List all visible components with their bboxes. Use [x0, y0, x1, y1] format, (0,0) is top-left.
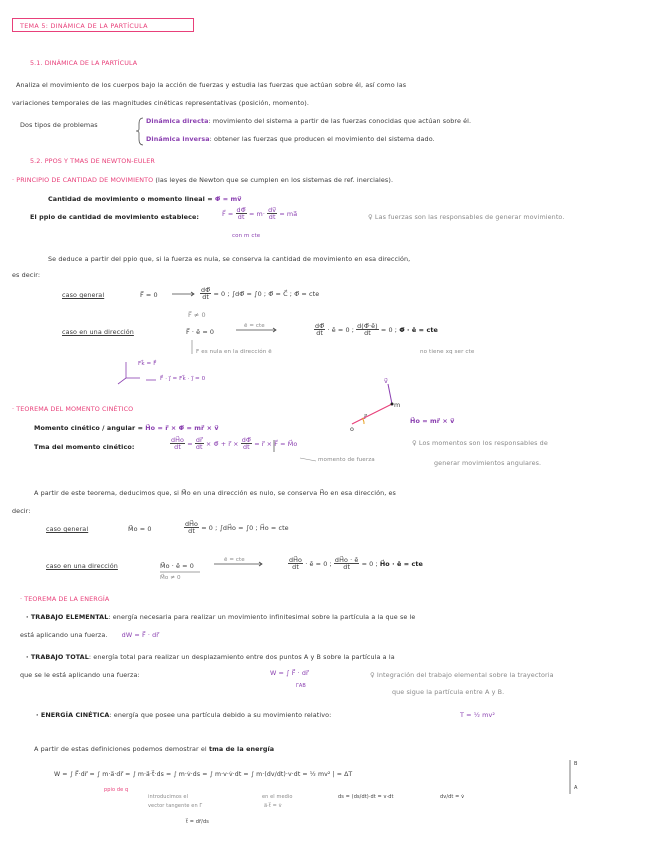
frac-den: dt [292, 563, 299, 572]
general-case-eq-b-2: = 0 ; ∫dH⃗o = ∫0 ; H⃗o = cte [201, 523, 289, 532]
angular-eq: H⃗o = r⃗ × Φ⃗ = mr⃗ × v⃗ [145, 424, 219, 432]
velocity-vector-icon [388, 384, 392, 404]
tma-label: Tma del momento cinético: [34, 443, 135, 451]
axis-z-icon [118, 378, 126, 384]
axis-label: Fk⃗ = F⃗ [138, 361, 157, 367]
frac-den: dt [195, 443, 203, 452]
deduce-line2: es decir: [12, 271, 41, 279]
tma-eq-b: × Φ⃗ + r⃗ × [205, 439, 239, 448]
direction-eq-b-2: · ē = 0 ; [305, 559, 332, 568]
inverse-dynamics-def: : obtener las fuerzas que producen el movimiento del sistema dado. [209, 135, 435, 143]
total-work-note2: que sigue la partícula entre A y B. [392, 688, 505, 696]
annotation-ds: ds = (ds/dt)·dt = v·dt [338, 794, 394, 800]
direction-arrow-label-2: ē = cte [224, 557, 245, 563]
total-work-term: · TRABAJO TOTAL [26, 653, 89, 661]
frac-num: dΦ⃗ [201, 286, 211, 294]
direction-eq-b: · ē = 0 ; [327, 325, 354, 334]
ppio-eq-a: F⃗ = [222, 209, 234, 218]
frac-den: dt [343, 563, 351, 572]
energy-theorem-title: · TEOREMA DE LA ENERGÍA [20, 595, 110, 603]
position-vector-icon [352, 404, 392, 424]
brace-icon [136, 118, 143, 145]
general-case-eq-b: = 0 ; ∫dΦ⃗ = ∫0 ; Φ⃗ = C⃗ ; Φ⃗ = cte [213, 289, 320, 298]
section-heading-5-1: 5.1. DINÁMICA DE LA PARTÍCULA [30, 59, 138, 67]
frac-den: dt [188, 527, 195, 536]
definitions-text: A partir de estas definiciones podemos demostrar el [34, 745, 207, 753]
particle-icon [391, 403, 394, 406]
principle-title: · PRINCIPIO DE CANTIDAD DE MOVIMIENTO [12, 176, 154, 184]
ppio-eq-c: = ma⃗ [279, 209, 298, 218]
frac-num: dH⃗o [289, 556, 303, 564]
frac-den: dt [268, 213, 276, 222]
direction-eq-c-2: = 0 ; [361, 559, 378, 568]
inverse-dynamics-term: Dinámica inversa [146, 135, 210, 143]
pointer-line [300, 458, 316, 461]
frac-den: dt [316, 329, 324, 338]
frac-num: dΦ⃗ [236, 206, 246, 214]
angular-label: Momento cinético / angular = [34, 424, 144, 432]
direction-case-label-2: caso en una dirección [46, 562, 118, 570]
direction-note2: no tiene xq ser cte [420, 349, 475, 355]
direction-eq-c: = 0 ; [380, 325, 398, 334]
ppio-eq-b: = m· [248, 209, 265, 218]
tma-note2: generar movimientos angulares. [434, 459, 542, 467]
axis-eq: F⃗ · j⃗ = Fk⃗ · j⃗ = 0 [160, 376, 206, 382]
frac-num: dΦ⃗ [315, 322, 325, 330]
diagram-v-label: v⃗ [384, 377, 388, 385]
total-work-note1-text: Integración del trabajo elemental sobre la trayectoria [376, 671, 554, 679]
diagram-ho-label: H⃗o = mr⃗ × v⃗ [410, 417, 455, 425]
frac-num: d(Φ⃗·ē) [357, 322, 378, 330]
general-case-eq-a-2: M⃗o = 0 [128, 525, 152, 533]
total-work-def: : energía total para realizar un desplazamiento entre dos puntos A y B sobre la partícula a la [88, 653, 395, 661]
general-case-label: caso general [62, 291, 105, 299]
cond-nonzero: F⃗ ≠ 0 [188, 311, 206, 319]
from-theorem-line1: A partir de este teorema, deducimos que, si M⃗o en una dirección es nulo, se conserva H⃗o en esa dirección, es [34, 489, 396, 497]
direct-dynamics-def: : movimiento del sistema a partir de las fuerzas conocidas que actúan sobre él. [208, 117, 472, 125]
deduce-line1: Se deduce a partir del ppio que, si la fuerza es nula, se conserva la cantidad de movimiento en esa dirección, [48, 255, 411, 263]
diagram-m-label: m [394, 401, 401, 409]
momentum-theorem-title: · TEOREMA DEL MOMENTO CINÉTICO [12, 405, 134, 413]
direction-case-sub-2: M⃗o ≠ 0 [160, 575, 181, 581]
tma-sub: momento de fuerza [318, 457, 375, 463]
total-work-sub: ΓAB [296, 683, 306, 689]
paragraph-5-1-line2: variaciones temporales de las magnitudes cinéticas representativas (posición, momento). [12, 99, 309, 107]
idea-icon: ♀ [370, 671, 375, 679]
frac-num: dr⃗ [195, 436, 203, 444]
elementary-work-def: : energía necesaria para realizar un movimiento infinitesimal sobre la partícula a la que se le [108, 613, 416, 621]
frac-den: dt [364, 329, 371, 338]
kinetic-energy-term: · ENERGÍA CINÉTICA [36, 711, 110, 719]
final-upper-limit: B [574, 761, 578, 767]
tma-eq-a: = [187, 439, 193, 448]
direction-eq-d-2: H⃗o · ē = cte [379, 559, 423, 568]
general-case-label-2: caso general [46, 525, 89, 533]
general-case-eq-a: F⃗ = 0 [140, 291, 158, 299]
tma-eq-c: = r⃗ × F⃗ = M⃗o [254, 439, 298, 448]
diagram-o-label: o [350, 425, 355, 433]
ppio-sub: con m cte [232, 233, 261, 239]
from-theorem-line2: decir: [12, 507, 31, 515]
direct-dynamics-term: Dinámica directa [146, 117, 209, 125]
definitions-bold: tma de la energía [208, 745, 275, 753]
final-lower-limit: A [574, 785, 578, 791]
frac-num: dΦ⃗ [241, 436, 252, 444]
annotation-dvdt: dv/dt = v̇ [440, 794, 465, 800]
frac-den: dt [237, 213, 245, 222]
frac-num: dH⃗o · ē [334, 556, 359, 564]
direction-case-eq-a: F⃗ · ē = 0 [186, 328, 215, 336]
elementary-work-def2: está aplicando una fuerza. [20, 631, 108, 639]
total-work-line2: que se le está aplicando una fuerza: [20, 671, 140, 679]
frac-den: dt [174, 443, 181, 452]
frac-num: dH⃗o [171, 436, 185, 444]
frac-den: dt [243, 443, 250, 452]
frac-den: dt [202, 293, 210, 302]
tma-note1-text: Los momentos son los responsables de [418, 439, 548, 447]
paragraph-5-1-line1: Analiza el movimiento de los cuerpos bajo la acción de fuerzas y estudia las fuerzas que actúan sobre él, así como las [16, 81, 407, 89]
direction-case-label: caso en una dirección [62, 328, 134, 336]
page-title: TEMA 5: DINÁMICA DE LA PARTÍCULA [12, 18, 194, 32]
elementary-work-term: · TRABAJO ELEMENTAL [26, 613, 109, 621]
angle-arc-icon [362, 418, 364, 424]
direction-note1: F es nula en la dirección ē [196, 349, 272, 355]
momentum-eq: Φ⃗ = mv⃗ [214, 195, 242, 203]
annotation-medium-1: en el medio [262, 794, 293, 800]
momentum-label: Cantidad de movimiento o momento lineal = [48, 195, 213, 203]
annotation-tangent-1: introducimos el [148, 794, 189, 800]
final-derivation-eq: W = ∫ F⃗·dr⃗ = ∫ m·a⃗·dr⃗ = ∫ m·a⃗·t⃗·ds = ∫ m·v̇·ds = ∫ m·v·v̇·dt = ∫ m·(dv/dt)·v·dt = ½ mv² | = ΔT [54, 771, 353, 778]
annotation-tangent-3: t⃗ = dr⃗/ds [186, 819, 209, 825]
ppio-note-text: Las fuerzas son las responsables de generar movimiento. [374, 213, 565, 221]
ppio-label: El ppio de cantidad de movimiento establece: [30, 213, 200, 221]
kinetic-energy-eq: T = ½ mv² [460, 711, 496, 719]
direction-eq-d: Φ⃗ · ē = cte [399, 325, 438, 334]
direction-arrow-label: ē = cte [244, 323, 265, 329]
problem-types-label: Dos tipos de problemas [20, 121, 98, 129]
frac-num: dH⃗o [185, 520, 199, 528]
idea-icon: ♀ [368, 213, 373, 221]
total-work-eq: W = ∫ F⃗ · dr⃗ [270, 669, 309, 677]
annotation-tangent-2: vector tangente en Γ [148, 803, 203, 809]
annotation-medium-2: a⃗·t⃗ = v̇ [264, 803, 282, 809]
annotation-ppio: ppio de q [104, 787, 129, 793]
elementary-work-eq: dW = F⃗ · dr⃗ [121, 631, 160, 639]
frac-num: dv⃗ [268, 206, 277, 214]
section-heading-5-2: 5.2. PPOS Y TMAS DE NEWTON-EULER [30, 157, 155, 165]
idea-icon: ♀ [412, 439, 417, 447]
kinetic-energy-def: : energía que posee una partícula debido a su movimiento relativo: [109, 711, 332, 719]
direction-case-eq-a-2: M⃗o · ē = 0 [160, 562, 194, 570]
principle-note: (las leyes de Newton que se cumplen en los sistemas de ref. inerciales). [155, 176, 394, 184]
